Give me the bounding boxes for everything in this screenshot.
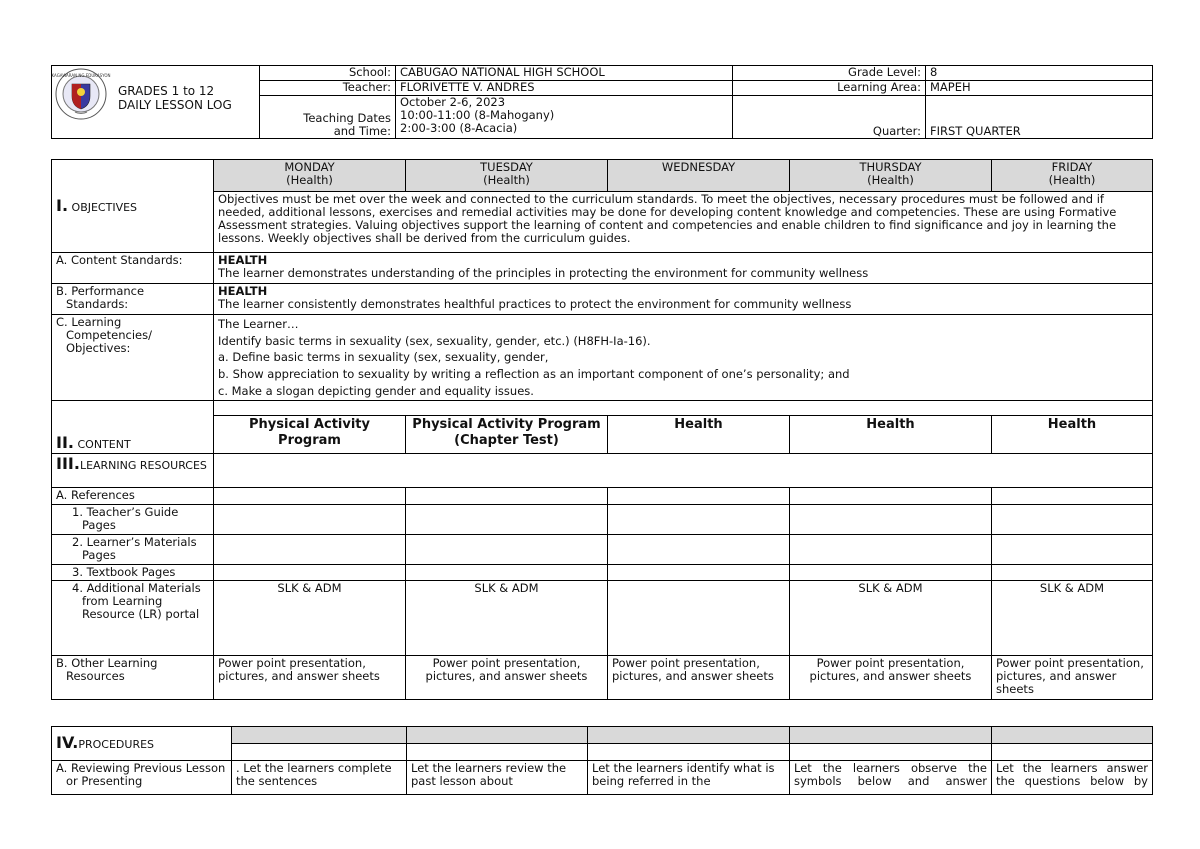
competencies-label: C. Learning Competencies/ Objectives: <box>52 315 214 401</box>
day-name: TUESDAY <box>480 160 533 174</box>
svg-text:KAGAWARAN NG EDUKASYON: KAGAWARAN NG EDUKASYON <box>51 73 111 78</box>
cell <box>406 564 608 580</box>
additional-tuesday: SLK & ADM <box>406 580 608 655</box>
cell <box>608 488 790 504</box>
content-tuesday: Physical Activity Program (Chapter Test) <box>406 416 608 454</box>
cell <box>992 534 1153 564</box>
teaching-time-2: 2:00-3:00 (8-Acacia) <box>400 121 518 136</box>
competency-line: a. Define basic terms in sexuality (sex, sexuality, gender, <box>218 350 549 365</box>
performance-standards-head: HEALTH <box>218 284 268 298</box>
resources-heading <box>52 454 214 488</box>
cell <box>608 534 790 564</box>
proc-header-cell <box>407 727 588 744</box>
form-title-line2: DAILY LESSON LOG <box>118 98 232 113</box>
cell <box>992 744 1153 761</box>
other-resources-label: B. Other Learning Resources <box>52 655 214 699</box>
references-label: A. References <box>52 488 214 504</box>
textbook-pages-label: 3. Textbook Pages <box>52 564 214 580</box>
competency-line: Identify basic terms in sexuality (sex, sexuality, gender, etc.) (H8FH-Ia-16). <box>218 333 651 348</box>
additional-friday: SLK & ADM <box>992 580 1153 655</box>
cell <box>407 744 588 761</box>
cell <box>608 504 790 534</box>
day-wednesday <box>608 160 790 192</box>
proc-header-cell <box>588 727 790 744</box>
content-heading <box>52 401 214 454</box>
other-wednesday: Power point presentation, pictures, and answer sheets <box>608 655 790 699</box>
proc-header-cell <box>232 727 407 744</box>
content-wednesday: Health <box>608 416 790 454</box>
content-label: CONTENT <box>77 437 131 451</box>
resources-spacer <box>214 454 1153 488</box>
proc-a-wednesday: Let the learners identify what is being referred in the <box>588 761 790 795</box>
cell <box>406 488 608 504</box>
cell <box>790 534 992 564</box>
content-friday: Health <box>992 416 1153 454</box>
grade-level-value: 8 <box>926 66 1153 81</box>
competency-line: The Learner… <box>218 317 299 331</box>
additional-thursday: SLK & ADM <box>790 580 992 655</box>
other-friday: Power point presentation, pictures, and answer sheets <box>992 655 1153 699</box>
other-thursday: Power point presentation, pictures, and answer sheets <box>790 655 992 699</box>
quarter-label: Quarter: <box>733 96 926 139</box>
teaching-dates-label-1: Teaching Dates <box>303 110 391 125</box>
competency-line: b. Show appreciation to sexuality by writing a reflection as an important component of one’s personality; and <box>218 367 850 382</box>
cell <box>790 564 992 580</box>
cell <box>790 504 992 534</box>
teacher-label: Teacher: <box>260 81 396 96</box>
teaching-dates-value <box>396 96 733 139</box>
additional-materials-label: 4. Additional Materials from Learning Resource (LR) portal <box>52 580 214 655</box>
day-monday <box>214 160 406 192</box>
cell <box>992 504 1153 534</box>
objectives-text: Objectives must be met over the week and connected to the curriculum standards. To meet the objectives, necessary procedures must be followed and if needed, additional lessons, exercises and remedial activities may be done for developing content knowledge and competencies. These are using Formative Assessment strategies. Valuing objectives support the learning of content and competencies and enable children to find significance and joy in learning the lessons. Weekly objectives shall be derived from the curriculum guides. <box>214 192 1153 253</box>
proc-header-cell <box>992 727 1153 744</box>
content-standards-head: HEALTH <box>218 253 268 267</box>
cell <box>214 504 406 534</box>
day-name: MONDAY <box>284 160 335 174</box>
grade-level-label: Grade Level: <box>733 66 926 81</box>
day-friday <box>992 160 1153 192</box>
content-thursday: Health <box>790 416 992 454</box>
school-label: School: <box>260 66 396 81</box>
learning-area-value: MAPEH <box>926 81 1153 96</box>
learners-materials-label: 2. Learner’s Materials Pages <box>52 534 214 564</box>
day-subject: (Health) <box>867 172 914 187</box>
content-standards-cell <box>214 253 1153 284</box>
procedures-heading <box>52 727 232 761</box>
day-name: THURSDAY <box>859 160 922 174</box>
header-logo-cell <box>52 66 260 139</box>
cell <box>992 488 1153 504</box>
content-spacer <box>214 401 1153 416</box>
cell <box>992 564 1153 580</box>
cell <box>406 534 608 564</box>
content-num: II. <box>56 432 74 452</box>
cell <box>214 534 406 564</box>
objectives-label: OBJECTIVES <box>71 200 138 214</box>
content-monday: Physical Activity Program <box>214 416 406 454</box>
cell <box>790 488 992 504</box>
form-title-line1: GRADES 1 to 12 <box>118 84 215 98</box>
cell <box>214 564 406 580</box>
teacher-value: FLORIVETTE V. ANDRES <box>396 81 733 96</box>
additional-monday: SLK & ADM <box>214 580 406 655</box>
cell <box>588 744 790 761</box>
objectives-num: I. <box>56 195 69 215</box>
day-tuesday <box>406 160 608 192</box>
cell <box>214 488 406 504</box>
additional-wednesday <box>608 580 790 655</box>
proc-header-cell <box>790 727 992 744</box>
proc-a-thursday: Let the learners observe the symbols below and answer <box>790 761 992 795</box>
day-subject: (Health) <box>483 172 530 187</box>
school-value: CABUGAO NATIONAL HIGH SCHOOL <box>396 66 733 81</box>
procedures-num: IV. <box>56 733 79 753</box>
quarter-value: FIRST QUARTER <box>926 96 1153 139</box>
performance-standards-text: The learner consistently demonstrates healthful practices to protect the environment for community wellness <box>218 297 852 312</box>
other-monday: Power point presentation, pictures, and answer sheets <box>214 655 406 699</box>
learning-area-label: Learning Area: <box>733 81 926 96</box>
teaching-date: October 2-6, 2023 <box>400 95 506 109</box>
competencies-cell <box>214 315 1153 401</box>
day-subject: (Health) <box>1048 172 1096 187</box>
cell <box>232 744 407 761</box>
day-thursday <box>790 160 992 192</box>
performance-standards-cell <box>214 284 1153 315</box>
teachers-guide-label: 1. Teacher’s Guide Pages <box>52 504 214 534</box>
proc-a-tuesday: Let the learners review the past lesson about <box>407 761 588 795</box>
proc-a-monday: . Let the learners complete the sentences <box>232 761 407 795</box>
other-tuesday: Power point presentation, pictures, and answer sheets <box>406 655 608 699</box>
procedures-label: PROCEDURES <box>78 738 155 752</box>
day-name: FRIDAY <box>1051 160 1093 174</box>
cell <box>406 504 608 534</box>
content-standards-text: The learner demonstrates understanding of the principles in protecting the environment for community wellness <box>218 266 869 281</box>
procedures-table <box>51 726 1153 795</box>
resources-label: LEARNING RESOURCES <box>79 459 207 473</box>
proc-a-friday: Let the learners answer the questions below by <box>992 761 1153 795</box>
lesson-log-table <box>51 159 1153 700</box>
day-name: WEDNESDAY <box>661 160 736 174</box>
reviewing-lesson-label: A. Reviewing Previous Lesson or Presenting <box>52 761 232 795</box>
deped-seal-logo <box>51 68 111 120</box>
content-standards-label: A. Content Standards: <box>52 253 214 284</box>
performance-standards-label: B. Performance Standards: <box>52 284 214 315</box>
objectives-heading <box>52 160 214 253</box>
resources-num: III. <box>56 454 80 474</box>
cell <box>608 564 790 580</box>
day-subject: (Health) <box>286 172 333 187</box>
teaching-dates-label-2: and Time: <box>333 123 391 138</box>
teaching-dates-label <box>260 96 396 139</box>
teaching-time-1: 10:00-11:00 (8-Mahogany) <box>400 108 555 123</box>
competency-line: c. Make a slogan depicting gender and equality issues. <box>218 383 534 398</box>
cell <box>790 744 992 761</box>
header-table <box>51 65 1153 139</box>
